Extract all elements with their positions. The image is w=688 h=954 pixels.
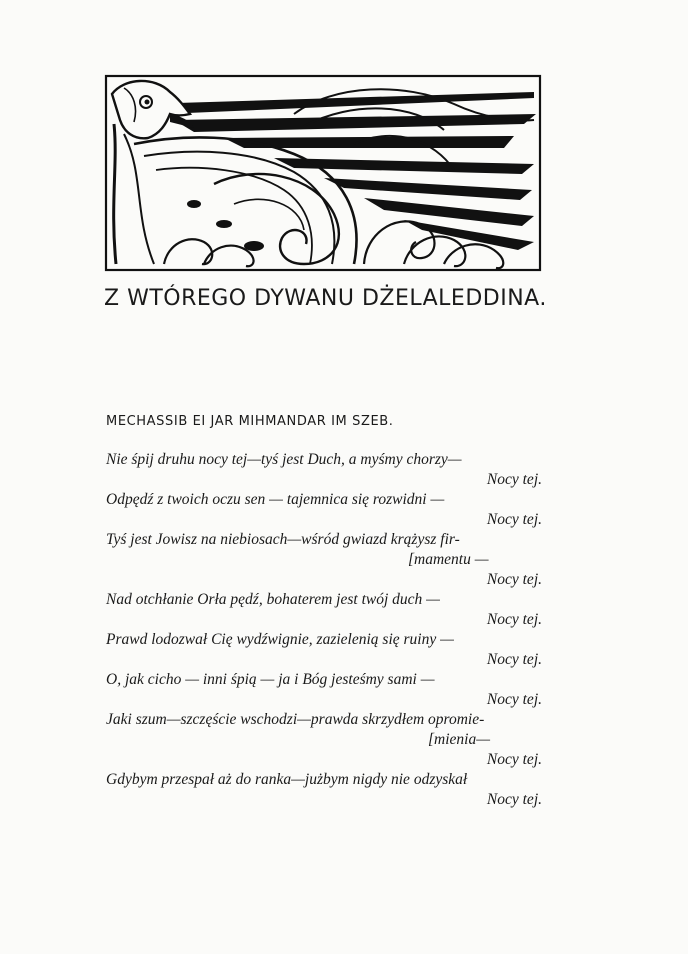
poem-refrain: Nocy tej. [486,511,542,528]
poem-line: Nad otchłanie Orła pędź, bohaterem jest twój duch — [106,591,440,608]
poem-line-continuation: [mienia— [428,731,490,748]
poem-line: Gdybym przespał aż do ranka—jużbym nigdy nie odzyskał [106,771,468,788]
poem-line: O, jak cicho — inni śpią — ja i Bóg jesteśmy sami — [106,671,435,688]
poem-line-continuation: [mamentu — [408,551,489,568]
poem-line: Tyś jest Jowisz na niebiosach—wśród gwiazd krążysz fir- [106,531,460,548]
eagle-icon [104,74,542,272]
eagle-vignette-illustration [104,74,542,272]
poem-refrain: Nocy tej. [486,751,542,768]
poem-line: Jaki szum—szczęście wschodzi—prawda skrzydłem opromie- [106,711,485,728]
poem-text [106,450,542,810]
page-title: Z WTÓREGO DYWANU DŻELALEDDINA. [104,286,547,311]
poem-subtitle: MECHASSIB EI JAR MIHMANDAR IM SZEB. [106,414,394,429]
poem-refrain: Nocy tej. [486,691,542,708]
poem-line: Nie śpij druhu nocy tej—tyś jest Duch, a myśmy chorzy— [106,451,462,468]
poem-refrain: Nocy tej. [486,611,542,628]
poem-refrain: Nocy tej. [486,571,542,588]
poem-line: Odpędź z twoich oczu sen — tajemnica się rozwidni — [106,491,445,508]
poem-refrain: Nocy tej. [486,471,542,488]
poem-refrain: Nocy tej. [486,791,542,808]
poem-refrain: Nocy tej. [486,651,542,668]
poem-line: Prawd lodozwał Cię wydźwignie, zazielenią się ruiny — [106,631,454,648]
